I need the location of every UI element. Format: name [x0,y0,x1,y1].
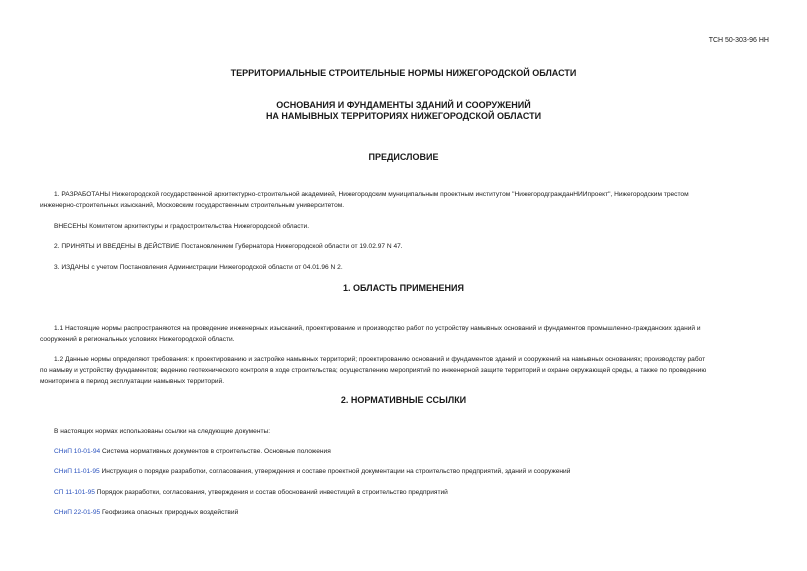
reference-link[interactable]: СНиП 10-01-94 [54,448,101,455]
section-1-paragraph-1-line-1: 1.1 Настоящие нормы распространяются на проведение инженерных изысканий, проектирование и производство работ по устройству намывных оснований и фундаментов промышленно-гражданских зданий и [54,325,701,332]
preface-paragraph-4: 3. ИЗДАНЫ с учетом Постановления Администрации Нижегородской области от 04.01.96 N 2. [54,264,343,271]
reference-item [54,488,448,498]
reference-link[interactable]: СНиП 22-01-95 [54,509,101,516]
main-title: ТЕРРИТОРИАЛЬНЫЕ СТРОИТЕЛЬНЫЕ НОРМЫ НИЖЕГОРОДСКОЙ ОБЛАСТИ [230,68,577,78]
preface-paragraph-1-line-1: 1. РАЗРАБОТАНЫ Нижегородской государственной архитектурно-строительной академией, Нижегородским муниципальным проектным институтом "НижегородгражданНИИпроект", Нижегородским трестом [54,191,689,198]
subtitle-line-1: ОСНОВАНИЯ И ФУНДАМЕНТЫ ЗДАНИЙ И СООРУЖЕНИЙ [276,100,531,110]
section-1-paragraph-2-line-2: по намыву и устройству фундаментов; ведению геотехнического контроля в ходе строительства; осуществлению мероприятий по инженерной защите территорий и охране окружающей среды, а также по проведению [40,367,707,374]
reference-title: Инструкция о порядке разработки, согласования, утверждения и составе проектной документации на строительство предприятий, зданий и сооружений [99,468,571,475]
section-1-paragraph-2-line-1: 1.2 Данные нормы определяют требования: к проектированию и застройке намывных территорий; проектированию оснований и фундаментов зданий и сооружений на намывных основаниях; производству работ [54,356,706,363]
reference-item [54,508,238,518]
reference-item [54,467,570,477]
preface-paragraph-3: 2. ПРИНЯТЫ И ВВЕДЕНЫ В ДЕЙСТВИЕ Постановлением Губернатора Нижегородской области от 19.02.97 N 47. [54,243,403,250]
reference-link[interactable]: СП 11-101-95 [54,489,95,496]
reference-title: Геофизика опасных природных воздействий [100,509,239,516]
preface-heading: ПРЕДИСЛОВИЕ [368,152,439,162]
section-1-paragraph-2-line-3: мониторинга в период эксплуатации намывных территорий. [40,378,225,385]
section-1-heading: 1. ОБЛАСТЬ ПРИМЕНЕНИЯ [343,283,464,293]
reference-title: Система нормативных документов в строительстве. Основные положения [100,448,331,455]
document-code: ТСН 50-303-96 НН [708,37,769,44]
subtitle-line-2: НА НАМЫВНЫХ ТЕРРИТОРИЯХ НИЖЕГОРОДСКОЙ ОБЛАСТИ [265,111,542,121]
section-1-paragraph-1-line-2: сооружений в региональных условиях Нижегородской области. [40,336,235,343]
reference-item [54,447,331,457]
preface-paragraph-2: ВНЕСЕНЫ Комитетом архитектуры и градостроительства Нижегородской области. [54,223,310,230]
section-2-heading: 2. НОРМАТИВНЫЕ ССЫЛКИ [340,395,467,405]
reference-link[interactable]: СНиП 11-01-95 [54,468,100,475]
section-2-intro: В настоящих нормах использованы ссылки на следующие документы: [54,428,271,435]
preface-paragraph-1-line-2: инженерно-строительных изысканий, Московским государственным строительным университетом. [40,202,345,209]
reference-title: Порядок разработки, согласования, утверждения и состав обоснований инвестиций в строительство предприятий [94,489,448,496]
